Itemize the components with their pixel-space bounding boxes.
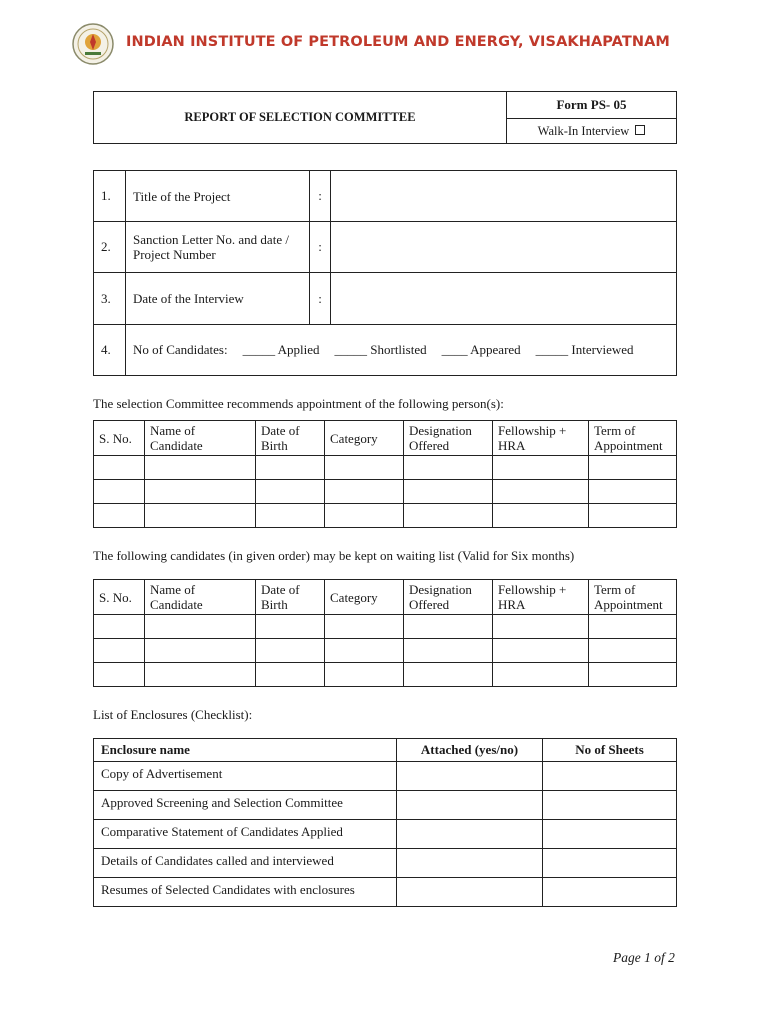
enclosure-name: Comparative Statement of Candidates Applied: [94, 820, 397, 849]
column-header: Category: [325, 580, 404, 615]
column-header: Designation Offered: [404, 580, 493, 615]
table-row[interactable]: [94, 791, 677, 820]
column-header: Date of Birth: [256, 421, 325, 456]
table-row[interactable]: [94, 504, 677, 528]
project-title-field[interactable]: [331, 171, 677, 222]
interview-date-field[interactable]: [331, 273, 677, 325]
row-number: 2.: [94, 222, 126, 273]
waiting-intro: The following candidates (in given order) may be kept on waiting list (Valid for Six months): [93, 548, 575, 563]
interviewed-count: _____ Interviewed: [535, 342, 634, 357]
table-row[interactable]: [94, 663, 677, 687]
form-number: Form PS- 05: [507, 92, 677, 119]
table-row[interactable]: [94, 820, 677, 849]
row-number: 3.: [94, 273, 126, 325]
field-label: Title of the Project: [126, 171, 310, 222]
enclosures-intro: List of Enclosures (Checklist):: [93, 707, 253, 722]
waiting-list-table: [93, 579, 677, 687]
table-row[interactable]: [94, 878, 677, 907]
column-header: S. No.: [94, 421, 145, 456]
walk-in-interview: [507, 119, 677, 144]
recommended-table: [93, 420, 677, 528]
table-row[interactable]: [94, 849, 677, 878]
column-header: S. No.: [94, 580, 145, 615]
enclosure-name: Copy of Advertisement: [94, 762, 397, 791]
page-number: Page 1 of 2: [613, 950, 675, 965]
column-header: Name of Candidate: [145, 421, 256, 456]
project-info-table: [93, 170, 677, 376]
field-label: Sanction Letter No. and date / Project Number: [126, 222, 310, 273]
table-row[interactable]: [94, 762, 677, 791]
column-header: Designation Offered: [404, 421, 493, 456]
column-header: Attached (yes/no): [397, 739, 543, 762]
candidates-label: No of Candidates:: [133, 342, 228, 357]
institute-seal-icon: [71, 22, 115, 66]
column-header: Category: [325, 421, 404, 456]
enclosures-table: [93, 738, 677, 907]
table-row[interactable]: [94, 480, 677, 504]
walk-in-label: Walk-In Interview: [537, 123, 630, 138]
report-title: REPORT OF SELECTION COMMITTEE: [94, 92, 507, 144]
institute-name: INDIAN INSTITUTE OF PETROLEUM AND ENERGY, VISAKHAPATNAM: [126, 34, 670, 50]
recommend-intro: The selection Committee recommends appointment of the following person(s):: [93, 396, 504, 411]
enclosure-name: Approved Screening and Selection Committee: [94, 791, 397, 820]
table-row[interactable]: [94, 456, 677, 480]
row-number: 4.: [94, 325, 126, 376]
column-header: Fellowship + HRA: [493, 580, 589, 615]
field-label: Date of the Interview: [126, 273, 310, 325]
column-header: Fellowship + HRA: [493, 421, 589, 456]
form-title-box: [93, 91, 677, 144]
table-row[interactable]: [94, 615, 677, 639]
column-header: Date of Birth: [256, 580, 325, 615]
checkbox-icon[interactable]: [635, 125, 645, 135]
field-colon: :: [310, 171, 331, 222]
shortlisted-count: _____ Shortlisted: [334, 342, 427, 357]
appeared-count: ____ Appeared: [441, 342, 521, 357]
sanction-letter-field[interactable]: [331, 222, 677, 273]
applied-count: _____ Applied: [242, 342, 320, 357]
table-row[interactable]: [94, 639, 677, 663]
enclosure-name: Resumes of Selected Candidates with enclosures: [94, 878, 397, 907]
column-header: No of Sheets: [543, 739, 677, 762]
column-header: Name of Candidate: [145, 580, 256, 615]
column-header: Enclosure name: [94, 739, 397, 762]
column-header: Term of Appointment: [589, 421, 677, 456]
column-header: Term of Appointment: [589, 580, 677, 615]
row-number: 1.: [94, 171, 126, 222]
field-colon: :: [310, 273, 331, 325]
enclosure-name: Details of Candidates called and interviewed: [94, 849, 397, 878]
field-colon: :: [310, 222, 331, 273]
candidates-count[interactable]: [126, 325, 677, 376]
